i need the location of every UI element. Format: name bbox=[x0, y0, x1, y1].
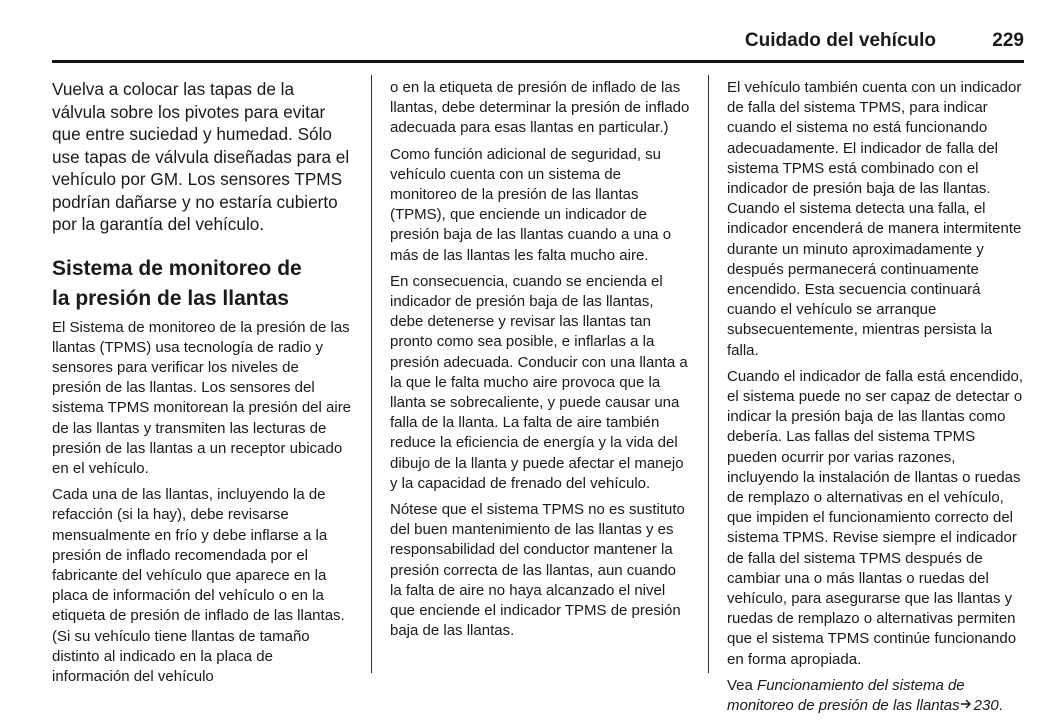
paragraph: El vehículo también cuenta con un indicador de falla del sistema TPMS, para indicar cuando el sistema no está funcionando adecuadamente. El indicador de falla del sistema TPMS está combinado con el indicador de presión baja de las llantas. Cuando el sistema detecta una falla, el indicador encenderá de manera intermitente durante un minuto aproximadamente y después permanecerá continuamente encendido. Esta secuencia continuará cuando el vehículo se arranque subsecuentemente, mientras persista la falla. bbox=[727, 79, 1022, 359]
paragraph: Como función adicional de seguridad, su vehículo cuenta con un sistema de monitoreo de la presión de las llantas (TPMS), que enciende un indicador de presión baja de las llantas cuando a una o más de las llantas les falta mucho aire. bbox=[390, 145, 672, 264]
section-heading: Sistema de monitoreo de la presión de las llantas bbox=[52, 256, 302, 310]
ref-prefix: Vea bbox=[727, 676, 758, 694]
cross-reference bbox=[727, 676, 1027, 716]
page-header bbox=[52, 30, 1024, 60]
column-divider bbox=[708, 75, 709, 673]
column-divider bbox=[371, 75, 372, 673]
paragraph: En consecuencia, cuando se encienda el indicador de presión baja de las llantas, debe detenerse y revisar las llantas tan pronto como sea posible, e inflarlas a la presión adecuada. Conducir con una llanta a la que le falta mucho aire provoca que la llanta se sobrecaliente, y puede causar una falla de la llanta. La falta de aire también reduce la eficiencia de energía y la vida del dibujo de la llanta y puede afectar el manejo y la capacidad de frenado del vehículo. bbox=[390, 272, 688, 492]
ref-page[interactable]: 230 bbox=[973, 697, 999, 715]
header-rule bbox=[52, 60, 1024, 63]
page-number: 229 bbox=[992, 30, 1024, 51]
column-2 bbox=[390, 78, 690, 647]
lead-paragraph: Vuelva a colocar las tapas de la válvula sobre los pivotes para evitar que entre suciedad y humedad. Sólo use tapas de válvula diseñadas para el vehículo por GM. Los sensores TPMS podrían dañarse y no estaría cubierto por la garantía del vehículo. bbox=[52, 79, 350, 234]
ref-suffix: . bbox=[998, 697, 1003, 715]
paragraph: Cuando el indicador de falla está encendido, el sistema puede no ser capaz de detectar o indicar la presión baja de las llantas como debería. Las fallas del sistema TPMS pueden ocurrir por varias razones, incluyendo la instalación de llantas o ruedas de remplazo o alternativas en el vehículo, que impiden el funcionamiento correcto del sistema TPMS. Revise siempre el indicador de falla del sistema TPMS después de cambiar una o más llantas o ruedas del vehículo, para asegurarse que las llantas y ruedas de remplazo o alternativas permiten que el sistema TPMS continúe funcionando en forma apropiada. bbox=[727, 367, 1024, 668]
page-ref-arrow-icon bbox=[960, 696, 974, 716]
column-1 bbox=[52, 78, 352, 693]
column-3 bbox=[727, 78, 1027, 722]
paragraph: Nótese que el sistema TPMS no es sustituto del buen mantenimiento de las llantas y es responsabilidad del conductor mantener la presión correcta de las llantas, aun cuando la falta de aire no haya alcanzado el nivel que enciende el indicador TPMS de presión baja de las llantas. bbox=[390, 501, 685, 640]
ref-link[interactable]: Funcionamiento del sistema de monitoreo de presión de las llantas bbox=[727, 676, 965, 715]
paragraph: El Sistema de monitoreo de la presión de las llantas (TPMS) usa tecnología de radio y sensores para verificar los niveles de presión de las llantas. Los sensores del sistema TPMS monitorean la presión del aire de las llantas y transmiten las lecturas de presión de las llantas a un receptor ubicado en el vehículo. bbox=[52, 318, 352, 477]
running-title: Cuidado del vehículo bbox=[744, 30, 936, 51]
paragraph: o en la etiqueta de presión de inflado de las llantas, debe determinar la presión de inflado adecuada para esas llantas en particular.) bbox=[390, 79, 690, 137]
paragraph: Cada una de las llantas, incluyendo la de refacción (si la hay), debe revisarse mensualmente en frío y debe inflarse a la presión de inflado recomendada por el fabricante del vehículo que aparece en la placa de información del vehículo o en la etiqueta de presión de inflado de las llantas. (Si su vehículo tiene llantas de tamaño distinto al indicado en la placa de información del vehículo bbox=[52, 486, 345, 685]
